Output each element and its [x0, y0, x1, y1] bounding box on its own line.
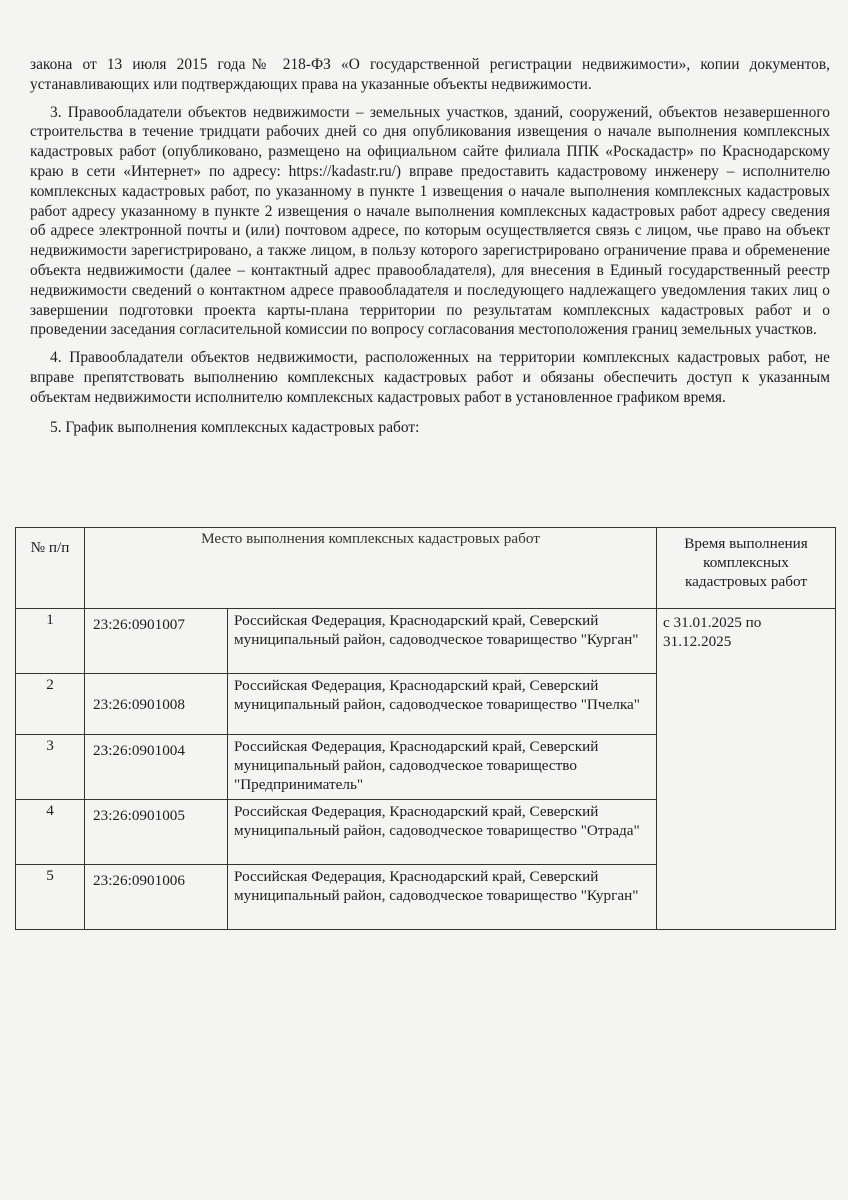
cadastral-number: 23:26:0901008 — [85, 674, 228, 735]
paragraph-continuation: закона от 13 июля 2015 года№ 218-ФЗ «О государственной регистрации недвижимости», копии документов, устанавливающих или подтверждающих права на указанные объекты недвижимости. — [30, 56, 830, 93]
document-body — [30, 55, 830, 437]
cadastral-number: 23:26:0901006 — [85, 865, 228, 930]
table-header-row — [16, 528, 836, 609]
row-number: 2 — [16, 674, 85, 735]
address-cell: Российская Федерация, Краснодарский край, Северский муниципальный район, садоводческое товарищество "Отрада" — [228, 800, 657, 865]
row-number: 3 — [16, 735, 85, 800]
row-number: 5 — [16, 865, 85, 930]
address-cell: Российская Федерация, Краснодарский край, Северский муниципальный район, садоводческое товарищество "Курган" — [228, 865, 657, 930]
header-time: Время выполнения комплексных кадастровых работ — [657, 528, 836, 609]
address-cell: Российская Федерация, Краснодарский край, Северский муниципальный район, садоводческое товарищество "Пчелка" — [228, 674, 657, 735]
header-number: № п/п — [16, 528, 85, 609]
header-place: Место выполнения комплексных кадастровых работ — [85, 528, 657, 609]
time-cell: с 31.01.2025 по 31.12.2025 — [657, 609, 836, 930]
cadastral-number: 23:26:0901007 — [85, 609, 228, 674]
paragraph-5-heading: 5. График выполнения комплексных кадастровых работ: — [50, 418, 420, 436]
schedule-table — [15, 527, 836, 930]
cadastral-number: 23:26:0901005 — [85, 800, 228, 865]
paragraph-3: 3. Правообладатели объектов недвижимости – земельных участков, зданий, сооружений, объектов незавершенного строительства в течение тридцати рабочих дней со дня опубликования извещения о начале выполнения комплексных кадастровых работ (опубликовано, размещено на официальном сайте филиала ППК «Роскадастр» по Краснодарскому краю в сети «Интернет» по адресу: https://kadastr.ru/) вправе предоставить кадастровому инженеру – исполнителю комплексных кадастровых работ, по указанному в пункте 1 извещения о начале выполнения комплексных кадастровых работ адресу указанному в пункте 2 извещения о начале выполнения комплексных кадастровых работ адресу сведения об адресе электронной почты и (или) почтовом адресе, по которым осуществляется связь с лицом, чье право на объект недвижимости зарегистрировано, а также лицом, в пользу которого зарегистрировано ограничение права и обременение объекта недвижимости (далее – контактный адрес правообладателя), для внесения в Единый государственный реестр недвижимости сведений о контактном адресе правообладателя и последующего надлежащего уведомления таких лиц о завершении подготовки проекта карты-плана территории по результатам комплексных кадастровых работ и о проведении заседания согласительной комиссии по вопросу согласования местоположения границ земельных участков. — [30, 103, 830, 339]
cadastral-number: 23:26:0901004 — [85, 735, 228, 800]
table-row — [16, 609, 836, 674]
row-number: 4 — [16, 800, 85, 865]
address-cell: Российская Федерация, Краснодарский край, Северский муниципальный район, садоводческое товарищество "Курган" — [228, 609, 657, 674]
row-number: 1 — [16, 609, 85, 674]
address-cell: Российская Федерация, Краснодарский край, Северский муниципальный район, садоводческое товарищество "Предприниматель" — [228, 735, 657, 800]
paragraph-4: 4. Правообладатели объектов недвижимости, расположенных на территории комплексных кадастровых работ, не вправе препятствовать выполнению комплексных кадастровых работ и обязаны обеспечить доступ к указанным объектам недвижимости исполнителю комплексных кадастровых работ в установленное графиком время. — [30, 349, 830, 406]
